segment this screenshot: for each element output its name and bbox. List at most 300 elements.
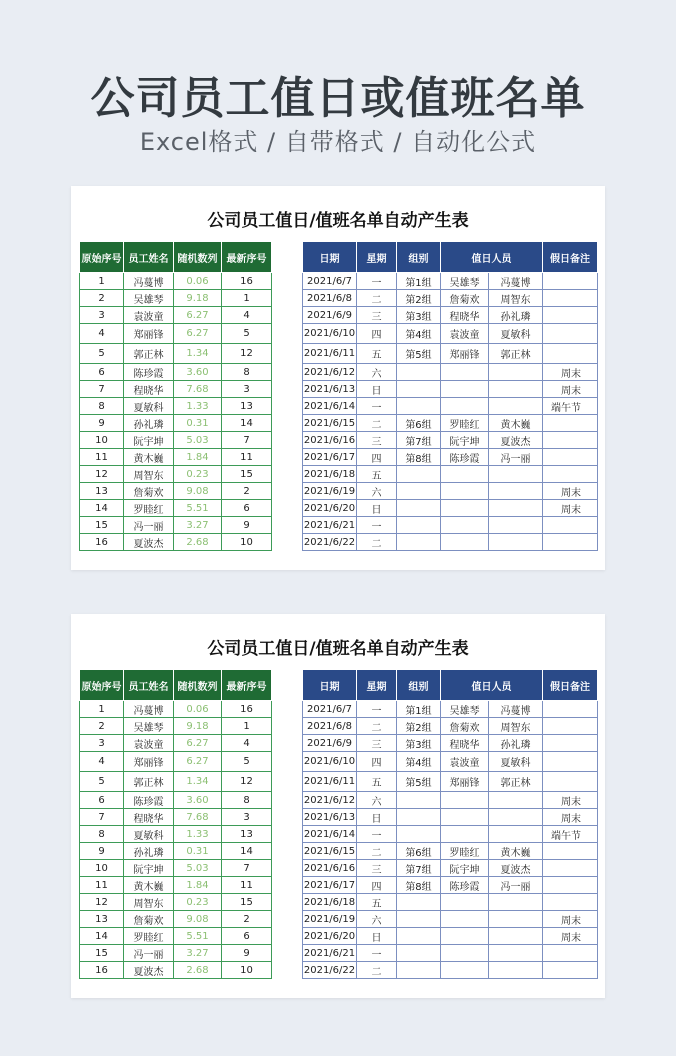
employee-name-cell[interactable]: 冯一丽 <box>124 517 174 534</box>
weekday-cell[interactable]: 二 <box>357 843 397 860</box>
new-index-cell[interactable]: 8 <box>222 792 272 809</box>
duty-staff-cell-2[interactable]: 郭正林 <box>489 344 543 364</box>
weekday-cell[interactable]: 一 <box>357 826 397 843</box>
weekday-cell[interactable]: 三 <box>357 432 397 449</box>
weekday-cell[interactable]: 一 <box>357 945 397 962</box>
random-number-cell[interactable]: 1.34 <box>174 344 222 364</box>
original-index-cell[interactable]: 15 <box>80 517 124 534</box>
duty-staff-cell-1[interactable]: 阮宇坤 <box>441 432 489 449</box>
new-index-cell[interactable]: 7 <box>222 860 272 877</box>
group-cell[interactable]: 第2组 <box>397 718 441 735</box>
holiday-note-cell[interactable]: 周末 <box>543 500 598 517</box>
weekday-cell[interactable]: 四 <box>357 324 397 344</box>
original-index-cell[interactable]: 9 <box>80 843 124 860</box>
duty-staff-cell-1[interactable]: 程晓华 <box>441 307 489 324</box>
duty-staff-cell-1[interactable]: 郑丽锋 <box>441 344 489 364</box>
holiday-note-cell[interactable] <box>543 877 598 894</box>
holiday-note-cell[interactable] <box>543 415 598 432</box>
new-index-cell[interactable]: 9 <box>222 517 272 534</box>
weekday-cell[interactable]: 六 <box>357 911 397 928</box>
duty-staff-cell-2[interactable] <box>489 928 543 945</box>
holiday-note-cell[interactable] <box>543 432 598 449</box>
weekday-cell[interactable]: 二 <box>357 290 397 307</box>
date-cell[interactable]: 2021/6/15 <box>303 843 357 860</box>
date-cell[interactable]: 2021/6/21 <box>303 945 357 962</box>
duty-staff-cell-1[interactable]: 程晓华 <box>441 735 489 752</box>
holiday-note-cell[interactable] <box>543 894 598 911</box>
random-number-cell[interactable]: 3.60 <box>174 364 222 381</box>
employee-name-cell[interactable]: 周智东 <box>124 894 174 911</box>
original-index-cell[interactable]: 13 <box>80 911 124 928</box>
group-cell[interactable]: 第8组 <box>397 877 441 894</box>
duty-staff-cell-1[interactable] <box>441 517 489 534</box>
holiday-note-cell[interactable] <box>543 466 598 483</box>
duty-staff-cell-1[interactable]: 郑丽锋 <box>441 772 489 792</box>
duty-staff-cell-1[interactable] <box>441 792 489 809</box>
date-cell[interactable]: 2021/6/14 <box>303 826 357 843</box>
random-number-cell[interactable]: 0.31 <box>174 415 222 432</box>
original-index-cell[interactable]: 16 <box>80 962 124 979</box>
employee-name-cell[interactable]: 冯蔓博 <box>124 273 174 290</box>
random-number-cell[interactable]: 6.27 <box>174 307 222 324</box>
weekday-cell[interactable]: 日 <box>357 928 397 945</box>
employee-name-cell[interactable]: 夏敏科 <box>124 398 174 415</box>
random-number-cell[interactable]: 0.23 <box>174 466 222 483</box>
new-index-cell[interactable]: 15 <box>222 894 272 911</box>
duty-staff-cell-1[interactable] <box>441 945 489 962</box>
new-index-cell[interactable]: 13 <box>222 826 272 843</box>
employee-name-cell[interactable]: 郭正林 <box>124 344 174 364</box>
random-number-cell[interactable]: 3.27 <box>174 517 222 534</box>
random-number-cell[interactable]: 6.27 <box>174 752 222 772</box>
date-cell[interactable]: 2021/6/15 <box>303 415 357 432</box>
original-index-cell[interactable]: 7 <box>80 381 124 398</box>
date-cell[interactable]: 2021/6/7 <box>303 273 357 290</box>
original-index-cell[interactable]: 14 <box>80 928 124 945</box>
new-index-cell[interactable]: 4 <box>222 735 272 752</box>
group-cell[interactable]: 第7组 <box>397 432 441 449</box>
group-cell[interactable]: 第5组 <box>397 344 441 364</box>
duty-staff-cell-2[interactable] <box>489 466 543 483</box>
holiday-note-cell[interactable]: 周末 <box>543 809 598 826</box>
holiday-note-cell[interactable] <box>543 273 598 290</box>
random-number-cell[interactable]: 0.31 <box>174 843 222 860</box>
date-cell[interactable]: 2021/6/18 <box>303 894 357 911</box>
duty-staff-cell-2[interactable]: 夏敏科 <box>489 752 543 772</box>
weekday-cell[interactable]: 六 <box>357 483 397 500</box>
random-number-cell[interactable]: 6.27 <box>174 735 222 752</box>
random-number-cell[interactable]: 9.18 <box>174 718 222 735</box>
weekday-cell[interactable]: 二 <box>357 962 397 979</box>
group-cell[interactable] <box>397 534 441 551</box>
weekday-cell[interactable]: 二 <box>357 718 397 735</box>
employee-name-cell[interactable]: 詹菊欢 <box>124 911 174 928</box>
employee-name-cell[interactable]: 罗睦红 <box>124 500 174 517</box>
group-cell[interactable]: 第3组 <box>397 735 441 752</box>
random-number-cell[interactable]: 9.08 <box>174 911 222 928</box>
original-index-cell[interactable]: 12 <box>80 466 124 483</box>
new-index-cell[interactable]: 1 <box>222 718 272 735</box>
weekday-cell[interactable]: 日 <box>357 381 397 398</box>
group-cell[interactable] <box>397 911 441 928</box>
duty-staff-cell-1[interactable]: 吴雄琴 <box>441 701 489 718</box>
original-index-cell[interactable]: 15 <box>80 945 124 962</box>
duty-staff-cell-1[interactable] <box>441 894 489 911</box>
original-index-cell[interactable]: 3 <box>80 307 124 324</box>
weekday-cell[interactable]: 五 <box>357 894 397 911</box>
employee-name-cell[interactable]: 冯蔓博 <box>124 701 174 718</box>
random-number-cell[interactable]: 3.60 <box>174 792 222 809</box>
date-cell[interactable]: 2021/6/7 <box>303 701 357 718</box>
new-index-cell[interactable]: 15 <box>222 466 272 483</box>
date-cell[interactable]: 2021/6/20 <box>303 500 357 517</box>
duty-staff-cell-1[interactable]: 吴雄琴 <box>441 273 489 290</box>
date-cell[interactable]: 2021/6/11 <box>303 772 357 792</box>
original-index-cell[interactable]: 8 <box>80 826 124 843</box>
employee-name-cell[interactable]: 孙礼璘 <box>124 843 174 860</box>
duty-staff-cell-2[interactable] <box>489 962 543 979</box>
holiday-note-cell[interactable]: 周末 <box>543 911 598 928</box>
duty-staff-cell-1[interactable]: 陈珍霞 <box>441 449 489 466</box>
random-number-cell[interactable]: 9.08 <box>174 483 222 500</box>
employee-name-cell[interactable]: 孙礼璘 <box>124 415 174 432</box>
date-cell[interactable]: 2021/6/21 <box>303 517 357 534</box>
group-cell[interactable] <box>397 792 441 809</box>
new-index-cell[interactable]: 6 <box>222 500 272 517</box>
date-cell[interactable]: 2021/6/16 <box>303 860 357 877</box>
duty-staff-cell-1[interactable] <box>441 928 489 945</box>
duty-staff-cell-2[interactable]: 黄木巍 <box>489 415 543 432</box>
group-cell[interactable]: 第2组 <box>397 290 441 307</box>
random-number-cell[interactable]: 6.27 <box>174 324 222 344</box>
new-index-cell[interactable]: 12 <box>222 772 272 792</box>
employee-name-cell[interactable]: 夏敏科 <box>124 826 174 843</box>
group-cell[interactable] <box>397 826 441 843</box>
original-index-cell[interactable]: 5 <box>80 772 124 792</box>
date-cell[interactable]: 2021/6/13 <box>303 809 357 826</box>
duty-staff-cell-2[interactable]: 冯一丽 <box>489 877 543 894</box>
group-cell[interactable]: 第1组 <box>397 701 441 718</box>
duty-staff-cell-2[interactable]: 郭正林 <box>489 772 543 792</box>
group-cell[interactable]: 第3组 <box>397 307 441 324</box>
new-index-cell[interactable]: 2 <box>222 911 272 928</box>
date-cell[interactable]: 2021/6/17 <box>303 449 357 466</box>
group-cell[interactable] <box>397 381 441 398</box>
date-cell[interactable]: 2021/6/22 <box>303 962 357 979</box>
random-number-cell[interactable]: 2.68 <box>174 534 222 551</box>
date-cell[interactable]: 2021/6/9 <box>303 307 357 324</box>
weekday-cell[interactable]: 三 <box>357 307 397 324</box>
holiday-note-cell[interactable]: 周末 <box>543 483 598 500</box>
holiday-note-cell[interactable] <box>543 534 598 551</box>
new-index-cell[interactable]: 10 <box>222 962 272 979</box>
duty-staff-cell-2[interactable] <box>489 894 543 911</box>
duty-staff-cell-2[interactable] <box>489 792 543 809</box>
duty-staff-cell-1[interactable]: 袁波童 <box>441 324 489 344</box>
weekday-cell[interactable]: 五 <box>357 466 397 483</box>
holiday-note-cell[interactable] <box>543 843 598 860</box>
weekday-cell[interactable]: 日 <box>357 500 397 517</box>
random-number-cell[interactable]: 7.68 <box>174 381 222 398</box>
original-index-cell[interactable]: 11 <box>80 877 124 894</box>
date-cell[interactable]: 2021/6/12 <box>303 792 357 809</box>
random-number-cell[interactable]: 3.27 <box>174 945 222 962</box>
employee-name-cell[interactable]: 阮宇坤 <box>124 860 174 877</box>
new-index-cell[interactable]: 11 <box>222 877 272 894</box>
original-index-cell[interactable]: 10 <box>80 432 124 449</box>
new-index-cell[interactable]: 4 <box>222 307 272 324</box>
date-cell[interactable]: 2021/6/10 <box>303 752 357 772</box>
random-number-cell[interactable]: 0.06 <box>174 701 222 718</box>
group-cell[interactable]: 第4组 <box>397 324 441 344</box>
holiday-note-cell[interactable] <box>543 772 598 792</box>
new-index-cell[interactable]: 7 <box>222 432 272 449</box>
duty-staff-cell-2[interactable] <box>489 517 543 534</box>
group-cell[interactable]: 第8组 <box>397 449 441 466</box>
weekday-cell[interactable]: 六 <box>357 792 397 809</box>
holiday-note-cell[interactable] <box>543 945 598 962</box>
holiday-note-cell[interactable] <box>543 962 598 979</box>
random-number-cell[interactable]: 7.68 <box>174 809 222 826</box>
holiday-note-cell[interactable] <box>543 344 598 364</box>
holiday-note-cell[interactable] <box>543 701 598 718</box>
new-index-cell[interactable]: 16 <box>222 273 272 290</box>
date-cell[interactable]: 2021/6/13 <box>303 381 357 398</box>
new-index-cell[interactable]: 13 <box>222 398 272 415</box>
duty-staff-cell-1[interactable] <box>441 809 489 826</box>
random-number-cell[interactable]: 5.03 <box>174 860 222 877</box>
new-index-cell[interactable]: 5 <box>222 324 272 344</box>
group-cell[interactable] <box>397 962 441 979</box>
employee-name-cell[interactable]: 程晓华 <box>124 809 174 826</box>
holiday-note-cell[interactable]: 周末 <box>543 364 598 381</box>
group-cell[interactable] <box>397 364 441 381</box>
duty-staff-cell-2[interactable] <box>489 398 543 415</box>
duty-staff-cell-2[interactable] <box>489 364 543 381</box>
new-index-cell[interactable]: 11 <box>222 449 272 466</box>
random-number-cell[interactable]: 2.68 <box>174 962 222 979</box>
group-cell[interactable] <box>397 945 441 962</box>
employee-name-cell[interactable]: 阮宇坤 <box>124 432 174 449</box>
group-cell[interactable]: 第5组 <box>397 772 441 792</box>
original-index-cell[interactable]: 13 <box>80 483 124 500</box>
random-number-cell[interactable]: 0.23 <box>174 894 222 911</box>
new-index-cell[interactable]: 16 <box>222 701 272 718</box>
holiday-note-cell[interactable]: 端午节 <box>543 398 598 415</box>
duty-staff-cell-1[interactable]: 詹菊欢 <box>441 718 489 735</box>
holiday-note-cell[interactable] <box>543 752 598 772</box>
employee-name-cell[interactable]: 夏波杰 <box>124 962 174 979</box>
employee-name-cell[interactable]: 黄木巍 <box>124 877 174 894</box>
random-number-cell[interactable]: 5.03 <box>174 432 222 449</box>
employee-name-cell[interactable]: 程晓华 <box>124 381 174 398</box>
weekday-cell[interactable]: 一 <box>357 701 397 718</box>
original-index-cell[interactable]: 6 <box>80 364 124 381</box>
duty-staff-cell-2[interactable] <box>489 809 543 826</box>
original-index-cell[interactable]: 9 <box>80 415 124 432</box>
group-cell[interactable] <box>397 517 441 534</box>
date-cell[interactable]: 2021/6/14 <box>303 398 357 415</box>
weekday-cell[interactable]: 一 <box>357 398 397 415</box>
holiday-note-cell[interactable] <box>543 449 598 466</box>
original-index-cell[interactable]: 16 <box>80 534 124 551</box>
duty-staff-cell-2[interactable] <box>489 483 543 500</box>
employee-name-cell[interactable]: 陈珍霞 <box>124 364 174 381</box>
employee-name-cell[interactable]: 周智东 <box>124 466 174 483</box>
holiday-note-cell[interactable] <box>543 860 598 877</box>
weekday-cell[interactable]: 五 <box>357 344 397 364</box>
group-cell[interactable]: 第6组 <box>397 843 441 860</box>
group-cell[interactable] <box>397 928 441 945</box>
new-index-cell[interactable]: 10 <box>222 534 272 551</box>
duty-staff-cell-1[interactable]: 阮宇坤 <box>441 860 489 877</box>
group-cell[interactable] <box>397 809 441 826</box>
original-index-cell[interactable]: 4 <box>80 324 124 344</box>
original-index-cell[interactable]: 6 <box>80 792 124 809</box>
random-number-cell[interactable]: 5.51 <box>174 500 222 517</box>
original-index-cell[interactable]: 7 <box>80 809 124 826</box>
group-cell[interactable] <box>397 398 441 415</box>
employee-name-cell[interactable]: 郑丽锋 <box>124 752 174 772</box>
employee-name-cell[interactable]: 夏波杰 <box>124 534 174 551</box>
duty-staff-cell-2[interactable]: 黄木巍 <box>489 843 543 860</box>
original-index-cell[interactable]: 4 <box>80 752 124 772</box>
original-index-cell[interactable]: 1 <box>80 273 124 290</box>
group-cell[interactable] <box>397 894 441 911</box>
duty-staff-cell-2[interactable]: 周智东 <box>489 718 543 735</box>
weekday-cell[interactable]: 六 <box>357 364 397 381</box>
duty-staff-cell-2[interactable] <box>489 381 543 398</box>
duty-staff-cell-2[interactable]: 冯一丽 <box>489 449 543 466</box>
holiday-note-cell[interactable]: 端午节 <box>543 826 598 843</box>
date-cell[interactable]: 2021/6/17 <box>303 877 357 894</box>
weekday-cell[interactable]: 五 <box>357 772 397 792</box>
duty-staff-cell-1[interactable] <box>441 381 489 398</box>
duty-staff-cell-1[interactable]: 罗睦红 <box>441 843 489 860</box>
duty-staff-cell-1[interactable] <box>441 911 489 928</box>
date-cell[interactable]: 2021/6/19 <box>303 911 357 928</box>
weekday-cell[interactable]: 三 <box>357 735 397 752</box>
new-index-cell[interactable]: 8 <box>222 364 272 381</box>
duty-staff-cell-1[interactable]: 陈珍霞 <box>441 877 489 894</box>
date-cell[interactable]: 2021/6/8 <box>303 718 357 735</box>
holiday-note-cell[interactable] <box>543 718 598 735</box>
employee-name-cell[interactable]: 袁波童 <box>124 307 174 324</box>
new-index-cell[interactable]: 9 <box>222 945 272 962</box>
date-cell[interactable]: 2021/6/8 <box>303 290 357 307</box>
date-cell[interactable]: 2021/6/22 <box>303 534 357 551</box>
original-index-cell[interactable]: 1 <box>80 701 124 718</box>
weekday-cell[interactable]: 二 <box>357 534 397 551</box>
employee-name-cell[interactable]: 詹菊欢 <box>124 483 174 500</box>
group-cell[interactable]: 第6组 <box>397 415 441 432</box>
new-index-cell[interactable]: 3 <box>222 809 272 826</box>
new-index-cell[interactable]: 14 <box>222 415 272 432</box>
duty-staff-cell-2[interactable]: 夏波杰 <box>489 432 543 449</box>
holiday-note-cell[interactable] <box>543 517 598 534</box>
random-number-cell[interactable]: 0.06 <box>174 273 222 290</box>
new-index-cell[interactable]: 14 <box>222 843 272 860</box>
weekday-cell[interactable]: 四 <box>357 877 397 894</box>
group-cell[interactable]: 第1组 <box>397 273 441 290</box>
date-cell[interactable]: 2021/6/9 <box>303 735 357 752</box>
duty-staff-cell-2[interactable] <box>489 945 543 962</box>
group-cell[interactable]: 第4组 <box>397 752 441 772</box>
random-number-cell[interactable]: 1.84 <box>174 449 222 466</box>
random-number-cell[interactable]: 9.18 <box>174 290 222 307</box>
weekday-cell[interactable]: 三 <box>357 860 397 877</box>
employee-name-cell[interactable]: 郭正林 <box>124 772 174 792</box>
original-index-cell[interactable]: 12 <box>80 894 124 911</box>
duty-staff-cell-2[interactable]: 周智东 <box>489 290 543 307</box>
holiday-note-cell[interactable] <box>543 324 598 344</box>
new-index-cell[interactable]: 5 <box>222 752 272 772</box>
employee-name-cell[interactable]: 冯一丽 <box>124 945 174 962</box>
date-cell[interactable]: 2021/6/16 <box>303 432 357 449</box>
original-index-cell[interactable]: 10 <box>80 860 124 877</box>
weekday-cell[interactable]: 四 <box>357 752 397 772</box>
new-index-cell[interactable]: 1 <box>222 290 272 307</box>
duty-staff-cell-1[interactable]: 詹菊欢 <box>441 290 489 307</box>
random-number-cell[interactable]: 1.33 <box>174 398 222 415</box>
duty-staff-cell-1[interactable] <box>441 466 489 483</box>
group-cell[interactable]: 第7组 <box>397 860 441 877</box>
random-number-cell[interactable]: 1.34 <box>174 772 222 792</box>
holiday-note-cell[interactable] <box>543 307 598 324</box>
duty-staff-cell-2[interactable]: 冯蔓博 <box>489 701 543 718</box>
original-index-cell[interactable]: 5 <box>80 344 124 364</box>
duty-staff-cell-2[interactable] <box>489 500 543 517</box>
employee-name-cell[interactable]: 郑丽锋 <box>124 324 174 344</box>
holiday-note-cell[interactable]: 周末 <box>543 928 598 945</box>
duty-staff-cell-2[interactable]: 孙礼璘 <box>489 307 543 324</box>
date-cell[interactable]: 2021/6/18 <box>303 466 357 483</box>
random-number-cell[interactable]: 1.84 <box>174 877 222 894</box>
duty-staff-cell-2[interactable]: 夏波杰 <box>489 860 543 877</box>
holiday-note-cell[interactable] <box>543 735 598 752</box>
new-index-cell[interactable]: 6 <box>222 928 272 945</box>
date-cell[interactable]: 2021/6/20 <box>303 928 357 945</box>
duty-staff-cell-1[interactable] <box>441 500 489 517</box>
holiday-note-cell[interactable]: 周末 <box>543 792 598 809</box>
original-index-cell[interactable]: 2 <box>80 718 124 735</box>
random-number-cell[interactable]: 5.51 <box>174 928 222 945</box>
new-index-cell[interactable]: 12 <box>222 344 272 364</box>
new-index-cell[interactable]: 3 <box>222 381 272 398</box>
random-number-cell[interactable]: 1.33 <box>174 826 222 843</box>
group-cell[interactable] <box>397 466 441 483</box>
weekday-cell[interactable]: 四 <box>357 449 397 466</box>
holiday-note-cell[interactable] <box>543 290 598 307</box>
duty-staff-cell-2[interactable] <box>489 534 543 551</box>
weekday-cell[interactable]: 二 <box>357 415 397 432</box>
date-cell[interactable]: 2021/6/11 <box>303 344 357 364</box>
new-index-cell[interactable]: 2 <box>222 483 272 500</box>
employee-name-cell[interactable]: 陈珍霞 <box>124 792 174 809</box>
date-cell[interactable]: 2021/6/19 <box>303 483 357 500</box>
weekday-cell[interactable]: 一 <box>357 517 397 534</box>
duty-staff-cell-1[interactable] <box>441 398 489 415</box>
weekday-cell[interactable]: 日 <box>357 809 397 826</box>
group-cell[interactable] <box>397 483 441 500</box>
duty-staff-cell-1[interactable]: 罗睦红 <box>441 415 489 432</box>
duty-staff-cell-1[interactable] <box>441 364 489 381</box>
duty-staff-cell-2[interactable]: 冯蔓博 <box>489 273 543 290</box>
duty-staff-cell-1[interactable] <box>441 534 489 551</box>
duty-staff-cell-2[interactable] <box>489 826 543 843</box>
employee-name-cell[interactable]: 吴雄琴 <box>124 718 174 735</box>
original-index-cell[interactable]: 3 <box>80 735 124 752</box>
